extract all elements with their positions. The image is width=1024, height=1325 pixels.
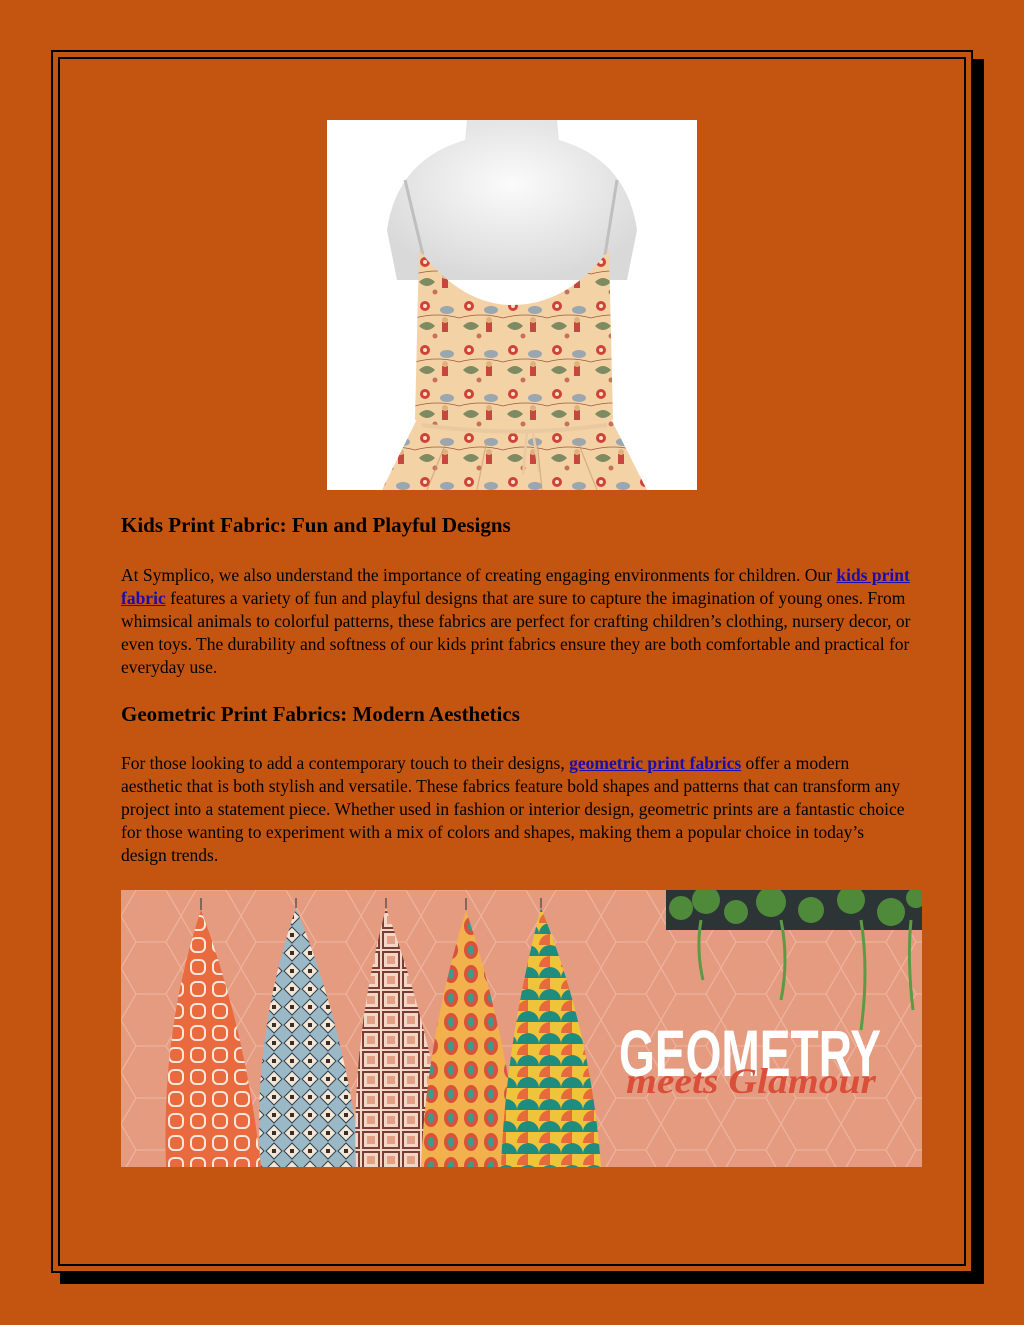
paragraph-text: features a variety of fun and playful designs that are sure to capture the imagination of young ones. From whimsical animals to colorful patterns, these fabrics are perfect for crafting children’s clothing, nursery decor, or even toys. The durability and softness of our kids print fabrics ensure they are both comfortable and practical for everyday use. — [121, 588, 911, 677]
kids-print-fabric-link[interactable]: kids print fabric — [121, 565, 910, 608]
banner-title: GEOMETRY — [619, 1016, 881, 1090]
paragraph-text: At Symplico, we also understand the importance of creating engaging environments for children. Our — [121, 565, 837, 585]
geometric-print-fabrics-link[interactable]: geometric print fabrics — [569, 753, 742, 773]
section-heading-geometric-print: Geometric Print Fabrics: Modern Aesthetics — [121, 702, 520, 726]
kids-print-dress-image — [327, 120, 697, 490]
banner-subtitle: meets Glamour — [626, 1061, 878, 1101]
section-paragraph-geometric-print — [121, 752, 911, 867]
section-heading-kids-print: Kids Print Fabric: Fun and Playful Designs — [121, 513, 511, 537]
geometry-banner-image — [121, 890, 922, 1167]
paragraph-text: offer a modern aesthetic that is both stylish and versatile. These fabrics feature bold shapes and patterns that can transform any project into a statement piece. Whether used in fashion or interior design, geometric prints are a fantastic choice for those wanting to experiment with a mix of colors and shapes, making them a popular choice in today’s design trends. — [121, 753, 905, 865]
section-paragraph-kids-print — [121, 564, 911, 679]
paragraph-text: For those looking to add a contemporary touch to their designs, — [121, 753, 570, 773]
